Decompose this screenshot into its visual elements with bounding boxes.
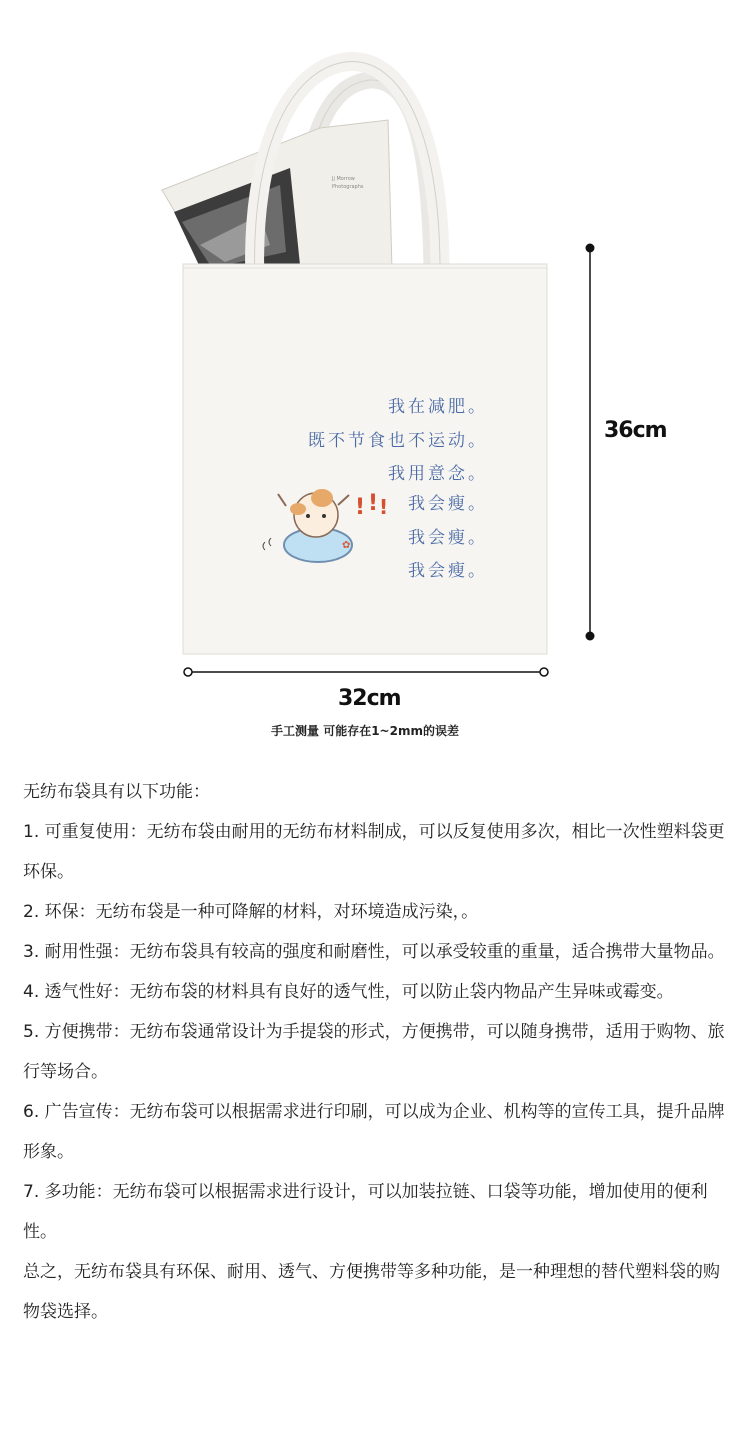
svg-text:!: ! — [355, 495, 366, 520]
bag-print-line-4: 我会瘦。 — [408, 494, 488, 514]
feature-item: 2. 环保：无纺布袋是一种可降解的材料，对环境造成污染，。 — [23, 902, 479, 922]
svg-text:!: ! — [379, 495, 389, 519]
bag-print-line-5: 我会瘦。 — [408, 528, 488, 548]
feature-item: 6. 广告宣传：无纺布袋可以根据需求进行印刷，可以成为企业、机构等的宣传工具，提升品牌形象。 — [23, 1102, 725, 1162]
feature-item: 7. 多功能：无纺布袋可以根据需求进行设计，可以加装拉链、口袋等功能，增加使用的便利性。 — [23, 1182, 708, 1242]
height-label: 36cm — [604, 418, 667, 443]
description-intro: 无纺布袋具有以下功能： — [23, 782, 210, 802]
bag-print-line-3: 我用意念。 — [388, 464, 488, 484]
svg-text:!: ! — [368, 491, 379, 516]
measurement-note: 手工测量 可能存在1~2mm的误差 — [271, 724, 459, 738]
feature-item: 4. 透气性好：无纺布袋的材料具有良好的透气性，可以防止袋内物品产生异味或霉变。 — [23, 982, 674, 1002]
bag-print-line-6: 我会瘦。 — [408, 561, 488, 581]
description-conclusion: 总之，无纺布袋具有环保、耐用、透气、方便携带等多种功能，是一种理想的替代塑料袋的购物袋选择。 — [23, 1262, 720, 1322]
bag-print-line-2: 既不节食也不运动。 — [308, 431, 488, 451]
svg-text:Jj Morrow: Jj Morrow — [332, 176, 355, 182]
bag-print-line-1: 我在减肥。 — [388, 397, 488, 417]
width-label: 32cm — [338, 686, 401, 711]
product-description — [23, 772, 731, 1332]
feature-item: 5. 方便携带：无纺布袋通常设计为手提袋的形式，方便携带，可以随身携带，适用于购物、旅行等场合。 — [23, 1022, 725, 1082]
svg-text:✿: ✿ — [342, 540, 351, 551]
feature-item: 3. 耐用性强：无纺布袋具有较高的强度和耐磨性，可以承受较重的重量，适合携带大量物品。 — [23, 942, 725, 962]
svg-text:Photographs: Photographs — [332, 184, 364, 190]
feature-item: 1. 可重复使用：无纺布袋由耐用的无纺布材料制成，可以反复使用多次，相比一次性塑料袋更环保。 — [23, 822, 725, 882]
